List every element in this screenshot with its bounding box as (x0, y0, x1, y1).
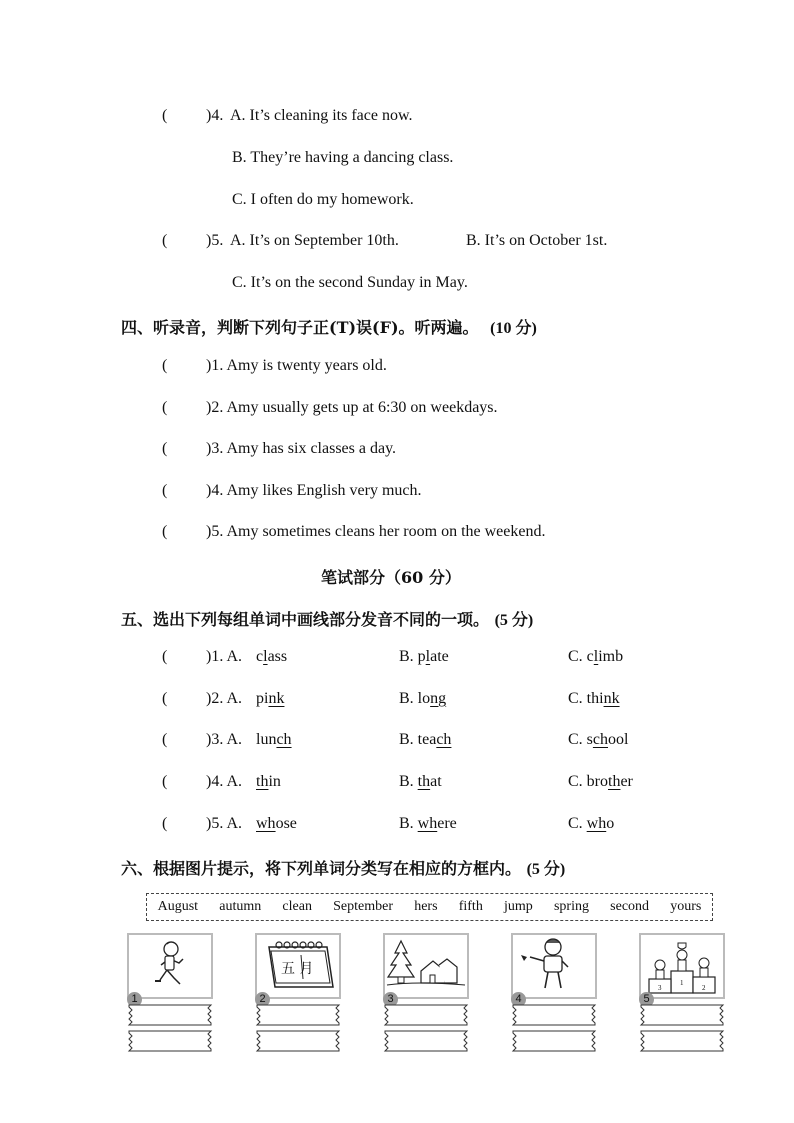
question-number: )4. A. (206, 773, 242, 791)
option-b: B. It’s on October 1st. (466, 232, 608, 249)
option-word (568, 690, 620, 708)
word-prefix: B. (399, 814, 418, 832)
phonics-question (162, 690, 682, 708)
word-prefix: B. tea (399, 731, 437, 749)
underlined-part: nk (268, 689, 285, 707)
underlined-part: ch (436, 731, 452, 749)
question-text: )2. Amy usually gets up at 6:30 on weekdays. (206, 398, 498, 416)
phonics-question (162, 731, 682, 749)
option-word (256, 648, 287, 666)
word-prefix: B. p (399, 648, 426, 665)
word-suffix: ere (437, 814, 457, 832)
section-points: (10 分) (490, 320, 537, 337)
word-prefix: c (256, 648, 264, 665)
word-bank (146, 893, 713, 921)
question-number: )4. (206, 107, 224, 124)
word-bank-item: clean (282, 899, 312, 914)
question-number: )2. A. (206, 689, 242, 707)
word-suffix: imb (598, 648, 624, 665)
answer-paren: ( (162, 107, 168, 124)
option-word (399, 815, 457, 833)
option-a: A. It’s cleaning its face now. (230, 107, 413, 124)
podium-icon (639, 933, 725, 999)
running-boy-icon (127, 933, 213, 999)
underlined-part: wh (417, 814, 438, 832)
tf-question (162, 523, 546, 541)
underlined-part: th (256, 773, 269, 791)
option-word (399, 731, 451, 749)
phonics-question (162, 648, 682, 666)
underlined-part: th (417, 773, 431, 791)
section-title-text: 五、选出下列每组单词中画线部分发音不同的一项。 (121, 610, 490, 629)
tf-question (162, 357, 387, 375)
answer-paren[interactable]: ( (162, 773, 168, 791)
word-bank-item: jump (504, 899, 533, 914)
picture-number: 4 (511, 992, 526, 1007)
word-suffix: ool (608, 731, 629, 749)
option-b: B. They’re having a dancing class. (232, 149, 454, 166)
word-bank-item: fifth (458, 899, 483, 914)
answer-box[interactable] (255, 1004, 341, 1026)
option-word (399, 773, 442, 791)
underlined-part: l (425, 648, 431, 665)
word-bank-item: yours (670, 899, 702, 914)
word-prefix: lun (256, 731, 277, 749)
answer-box[interactable] (255, 1030, 341, 1052)
answer-paren[interactable]: ( (162, 689, 168, 707)
question-3-4 (162, 107, 413, 125)
picture-number: 5 (639, 992, 654, 1007)
answer-box[interactable] (639, 1030, 725, 1052)
picture-number: 2 (255, 992, 270, 1007)
question-text: )4. Amy likes English very much. (206, 481, 422, 499)
answer-box[interactable] (511, 1030, 597, 1052)
option-word (256, 731, 292, 749)
answer-box[interactable] (383, 1030, 469, 1052)
tf-question (162, 398, 498, 417)
word-bank-item: autumn (219, 899, 262, 914)
tf-question (162, 440, 397, 458)
calendar-text: 五 月 (281, 961, 314, 977)
word-suffix: o (606, 814, 615, 832)
word-bank-item: August (157, 899, 199, 914)
answer-paren[interactable]: ( (162, 357, 168, 374)
word-prefix: C. (568, 814, 587, 832)
word-prefix: pi (256, 689, 269, 707)
word-prefix: C. bro (568, 773, 608, 791)
underlined-part: th (608, 773, 621, 791)
section-6-title (121, 856, 565, 879)
boy-pointing-icon (511, 933, 597, 999)
question-text: )5. Amy sometimes cleans her room on the weekend. (206, 523, 546, 541)
answer-paren[interactable]: ( (162, 440, 168, 458)
question-number: )5. A. (206, 814, 242, 832)
question-number: )5. (206, 232, 224, 249)
underlined-part: l (263, 648, 268, 665)
underlined-part: l (593, 648, 599, 665)
answer-box[interactable] (127, 1004, 213, 1026)
word-suffix: in (268, 773, 281, 791)
option-word (256, 815, 297, 833)
word-prefix: C. s (568, 731, 593, 749)
answer-paren[interactable]: ( (162, 648, 168, 665)
word-suffix: ose (275, 814, 297, 832)
underlined-part: ch (276, 731, 292, 749)
question-text: )1. Amy is twenty years old. (206, 357, 387, 374)
picture-number: 1 (127, 992, 142, 1007)
word-prefix: C. c (568, 648, 594, 665)
underlined-part: nk (603, 689, 620, 707)
section-title-text: 六、根据图片提示，将下列单词分类写在相应的方框内。 (121, 859, 522, 878)
underlined-part: ch (592, 731, 609, 749)
section-points: (5 分) (526, 861, 566, 878)
phonics-question (162, 815, 682, 833)
word-prefix: B. (399, 773, 418, 791)
question-text: )3. Amy has six classes a day. (206, 440, 397, 458)
section-5-title (121, 607, 533, 630)
word-suffix: ass (267, 648, 288, 665)
phonics-question (162, 773, 682, 791)
option-c: C. I often do my homework. (232, 191, 414, 208)
section-title-text: 四、听录音，判断下列句子正(T)误(F)。听两遍。 (121, 318, 479, 337)
calendar-icon (255, 933, 341, 999)
section-points: (5 分) (494, 612, 534, 629)
option-word (568, 815, 614, 833)
underlined-part: ng (430, 689, 447, 707)
answer-box[interactable] (127, 1030, 213, 1052)
underlined-part: wh (586, 814, 607, 832)
tf-question (162, 481, 422, 500)
option-word (399, 648, 449, 666)
answer-paren: ( (162, 232, 168, 249)
answer-box[interactable] (383, 1004, 469, 1026)
picture-number: 3 (383, 992, 398, 1007)
word-bank-item: second (610, 899, 650, 914)
answer-box[interactable] (511, 1004, 597, 1026)
answer-paren[interactable]: ( (162, 481, 168, 499)
word-prefix: C. thi (568, 689, 604, 707)
word-suffix: ate (430, 648, 449, 665)
question-number: )1. A. (206, 648, 242, 665)
option-word (399, 690, 446, 708)
option-word (568, 731, 628, 749)
word-bank-item: September (333, 899, 394, 914)
written-part-title: 笔试部分（60 分） (321, 568, 461, 587)
snowy-house-icon (383, 933, 469, 999)
word-suffix: er (620, 773, 633, 791)
option-word (256, 773, 281, 791)
podium-label: 1 (680, 979, 684, 987)
section-4-title (121, 315, 537, 338)
answer-paren[interactable]: ( (162, 731, 168, 749)
podium-label: 2 (702, 984, 706, 992)
answer-paren[interactable]: ( (162, 398, 168, 416)
answer-box[interactable] (639, 1004, 725, 1026)
question-number: )3. A. (206, 731, 242, 749)
word-suffix: at (430, 773, 442, 791)
answer-paren[interactable]: ( (162, 814, 168, 832)
word-bank-item: spring (553, 899, 589, 914)
underlined-part: wh (256, 814, 276, 832)
option-word (568, 648, 623, 666)
question-3-5 (162, 232, 608, 250)
answer-paren[interactable]: ( (162, 523, 168, 541)
podium-label: 3 (658, 984, 662, 992)
word-bank-item: hers (414, 899, 438, 914)
option-word (568, 773, 633, 791)
option-word (256, 690, 284, 708)
word-prefix: B. lo (399, 689, 431, 707)
option-c: C. It’s on the second Sunday in May. (232, 274, 468, 291)
option-a: A. It’s on September 10th. (230, 232, 399, 249)
